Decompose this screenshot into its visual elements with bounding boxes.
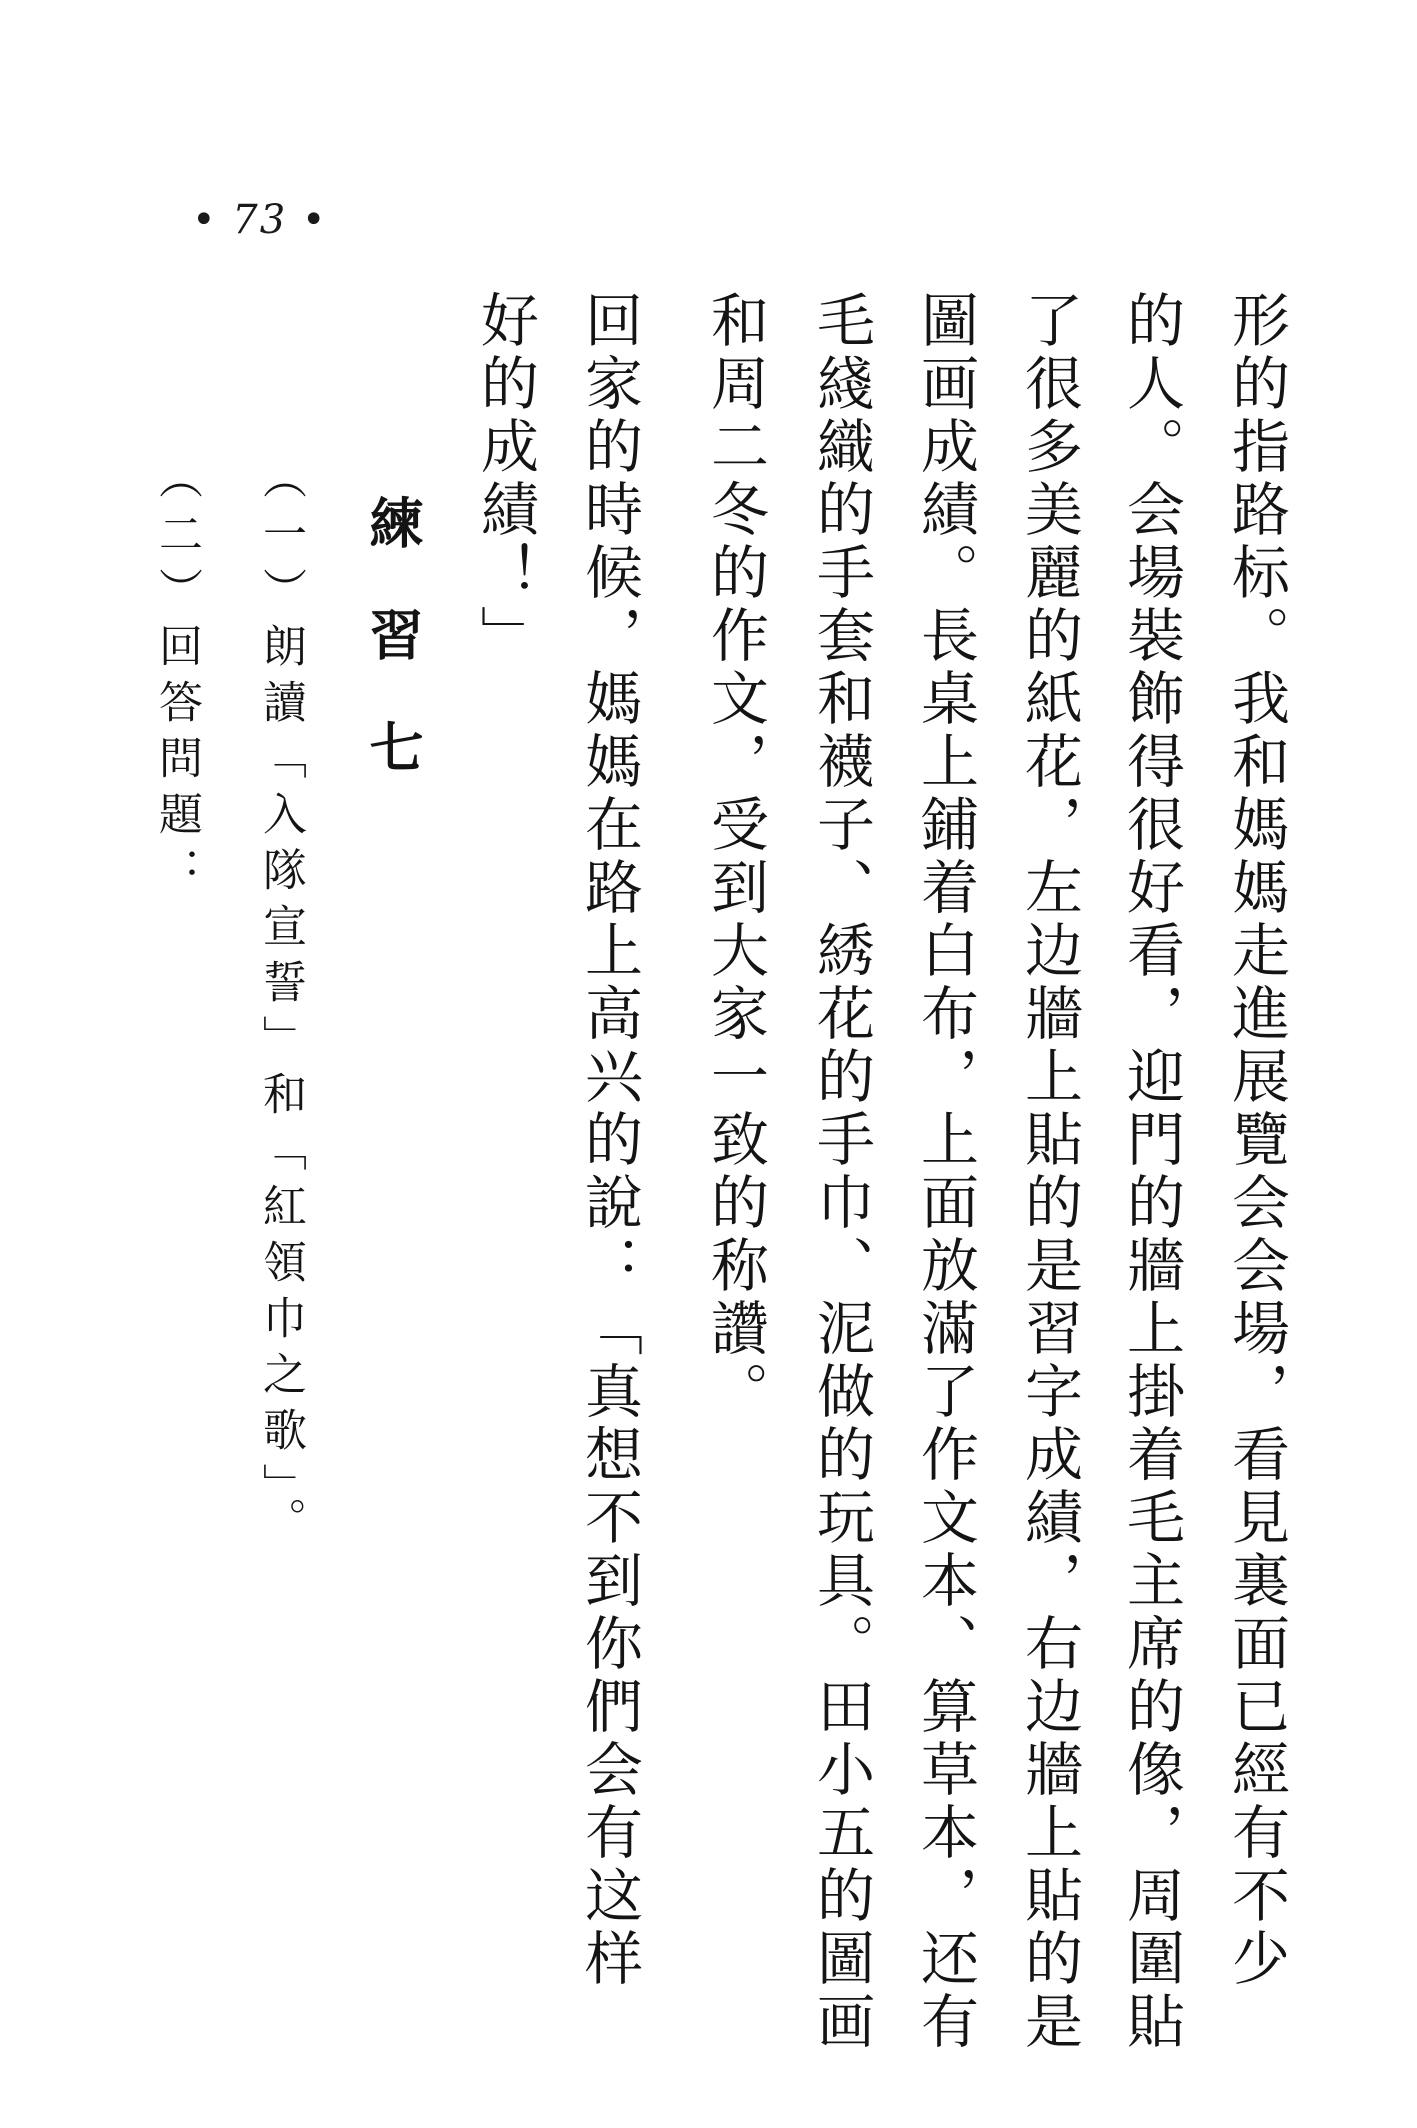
- text-column-5: 毛綫織的手套和襪子、綉花的手巾、泥做的玩具。田小五的圖画: [807, 290, 875, 2054]
- text-column-3: 了很多美麗的紙花，左边牆上貼的是習字成績，右边牆上貼的是: [1015, 290, 1083, 2054]
- text-column-7: 回家的時候，媽媽在路上高兴的說：「真想不到你們会有这样: [575, 290, 643, 1991]
- exercise-item-1: （一）朗讀「入隊宣誓」和「紅領巾之歌」。: [255, 455, 306, 1553]
- text-column-6: 和周二冬的作文，受到大家一致的称讚。: [701, 290, 769, 1424]
- exercise-heading: 練習七: [361, 495, 425, 831]
- text-column-4: 圖画成績。長桌上鋪着白布，上面放滿了作文本、算草本，还有: [911, 290, 979, 2054]
- exercise-item-2: （二）回答問題：: [151, 455, 202, 903]
- text-column-1: 形的指路标。我和媽媽走進展覽会会場，看見裏面已經有不少: [1222, 290, 1290, 1991]
- text-column-8: 好的成績！」: [471, 290, 539, 668]
- text-column-2: 的人。会場裝飾得很好看，迎門的牆上掛着毛主席的像，周圍貼: [1117, 290, 1185, 2054]
- page-number: • 73 •: [192, 197, 328, 243]
